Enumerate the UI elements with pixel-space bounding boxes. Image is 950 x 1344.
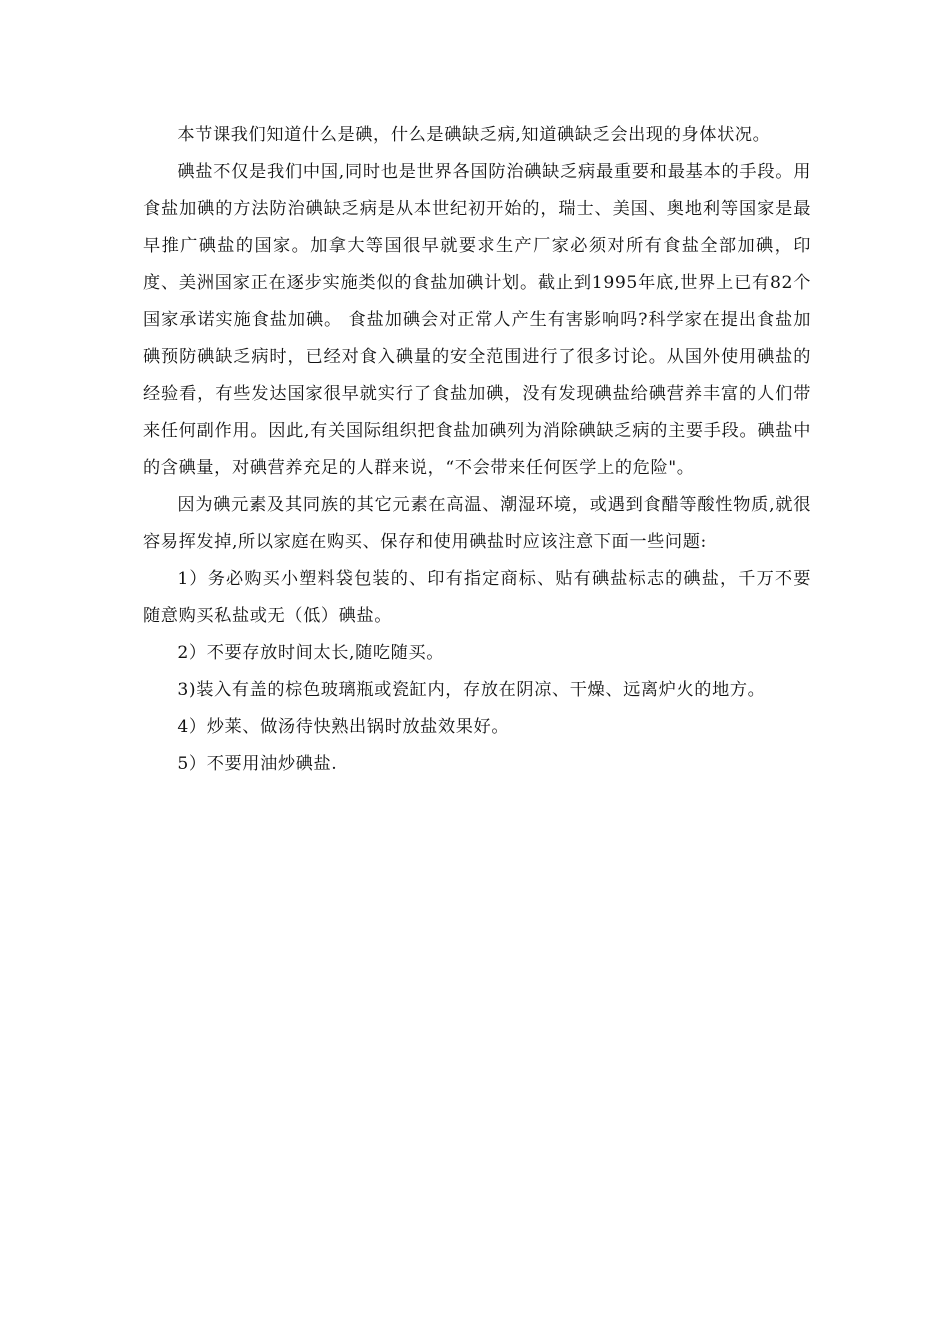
- list-item: 1）务必购买小塑料袋包装的、印有指定商标、贴有碘盐标志的碘盐，千万不要随意购买私盐或无（低）碘盐。: [143, 569, 811, 626]
- list-item: 5）不要用油炒碘盐.: [177, 754, 338, 774]
- paragraph-precautions-intro: 因为碘元素及其同族的其它元素在高温、潮湿环境，或遇到食醋等酸性物质,就很容易挥发掉,所以家庭在购买、保存和使用碘盐时应该注意下面一些问题:: [143, 495, 811, 552]
- document-body: [143, 117, 811, 783]
- paragraph-iodized-salt: 碘盐不仅是我们中国,同时也是世界各国防治碘缺乏病最重要和最基本的手段。用食盐加碘的方法防治碘缺乏病是从本世纪初开始的，瑞士、美国、奥地利等国家是最早推广碘盐的国家。加拿大等国很早就要求生产厂家必须对所有食盐全部加碘，印度、美洲国家正在逐步实施类似的食盐加碘计划。截止到1995年底,世界上已有82个国家承诺实施食盐加碘。 食盐加碘会对正常人产生有害影响吗?科学家在提出食盐加碘预防碘缺乏病时，已经对食入碘量的安全范围进行了很多讨论。从国外使用碘盐的经验看，有些发达国家很早就实行了食盐加碘，没有发现碘盐给碘营养丰富的人们带来任何副作用。因此,有关国际组织把食盐加碘列为消除碘缺乏病的主要手段。碘盐中的含碘量，对碘营养充足的人群来说，“不会带来任何医学上的危险"。: [143, 162, 811, 478]
- list-item: 2）不要存放时间太长,随吃随买。: [177, 643, 445, 663]
- paragraph-summary: 本节课我们知道什么是碘，什么是碘缺乏病,知道碘缺乏会出现的身体状况。: [177, 125, 771, 145]
- list-item: 4）炒莱、做汤待快熟出锅时放盐效果好。: [177, 717, 510, 737]
- list-item: 3)装入有盖的棕色玻璃瓶或瓷缸内，存放在阴凉、干燥、远离炉火的地方。: [177, 680, 766, 700]
